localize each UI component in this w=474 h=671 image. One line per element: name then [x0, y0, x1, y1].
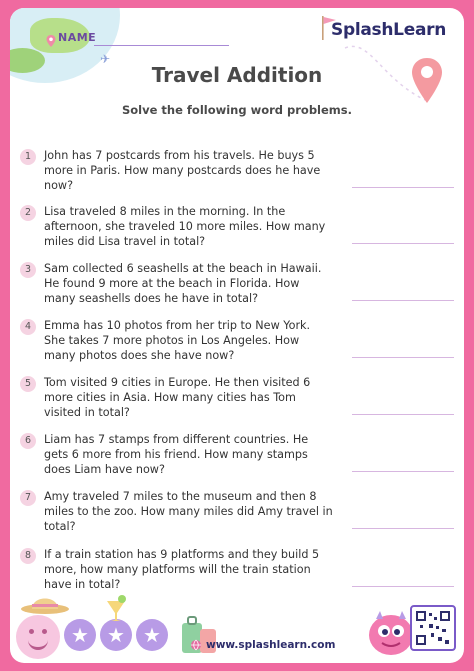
problem-item [18, 149, 458, 199]
star-icon: ★ [64, 619, 96, 651]
problem-text: Lisa traveled 8 miles in the morning. In the afternoon, she traveled 10 more miles. How many miles did Lisa travel in total? [44, 205, 326, 249]
worksheet-sheet [10, 8, 464, 663]
name-line [94, 45, 229, 46]
problem-text: Sam collected 6 seashells at the beach in Hawaii. He found 9 more at the beach in Florida. How many seashells does he have in total? [44, 262, 322, 306]
answer-line[interactable] [352, 300, 454, 301]
globe-link-icon [190, 639, 202, 651]
smiley-icon [16, 615, 60, 659]
problem-item [18, 319, 458, 369]
answer-line[interactable] [352, 243, 454, 244]
problem-text: Tom visited 9 cities in Europe. He then visited 6 more cities in Asia. How many cities has Tom visited in total? [44, 376, 311, 420]
problem-item [18, 262, 458, 312]
tropical-drink-icon [104, 593, 128, 623]
problem-number-badge: 6 [20, 433, 36, 449]
star-icon: ★ [136, 619, 168, 651]
problem-item [18, 433, 458, 483]
map-pin-icon [44, 34, 58, 48]
smiley-mouth [28, 637, 48, 650]
problem-number-badge: 4 [20, 319, 36, 335]
splashlearn-logo: SplashLearn [331, 20, 446, 40]
problem-text: Emma has 10 photos from her trip to New York. She takes 7 more photos in Los Angeles. How many photos does she have now? [44, 319, 311, 363]
problem-number-badge: 7 [20, 490, 36, 506]
smiley-eye [29, 629, 34, 634]
sun-hat-icon [20, 589, 70, 615]
website-link[interactable]: www.splashlearn.com [206, 639, 336, 651]
problem-text: Liam has 7 stamps from different countries. He gets 6 more from his friend. How many stamps does Liam have now? [44, 433, 309, 477]
problem-number-badge: 2 [20, 205, 36, 221]
problem-item [18, 205, 458, 255]
smiley-eye [42, 629, 47, 634]
airplane-icon: ✈ [100, 52, 111, 66]
footer [10, 583, 464, 663]
answer-line[interactable] [352, 528, 454, 529]
answer-line[interactable] [352, 414, 454, 415]
page-title: Travel Addition [151, 63, 323, 87]
answer-line[interactable] [352, 471, 454, 472]
problem-number-badge: 3 [20, 262, 36, 278]
problem-text: Amy traveled 7 miles to the museum and then 8 miles to the zoo. How many miles did Amy travel in total? [44, 490, 333, 534]
qr-code[interactable] [410, 605, 456, 651]
problem-text: If a train station has 9 platforms and they build 5 more, how many platforms will the train station have in total? [44, 548, 320, 592]
problem-item [18, 490, 458, 540]
instructions: Solve the following word problems. [122, 103, 352, 117]
name-field[interactable] [38, 30, 218, 48]
name-label: NAME [58, 31, 97, 44]
problem-item [18, 376, 458, 426]
problem-number-badge: 1 [20, 149, 36, 165]
problem-text: John has 7 postcards from his travels. He buys 5 more in Paris. How many postcards does he have now? [44, 149, 321, 193]
star-icon: ★ [100, 619, 132, 651]
problem-number-badge: 5 [20, 376, 36, 392]
answer-line[interactable] [352, 187, 454, 188]
qr-code-pattern [416, 611, 450, 645]
answer-line[interactable] [352, 357, 454, 358]
problem-number-badge: 8 [20, 548, 36, 564]
